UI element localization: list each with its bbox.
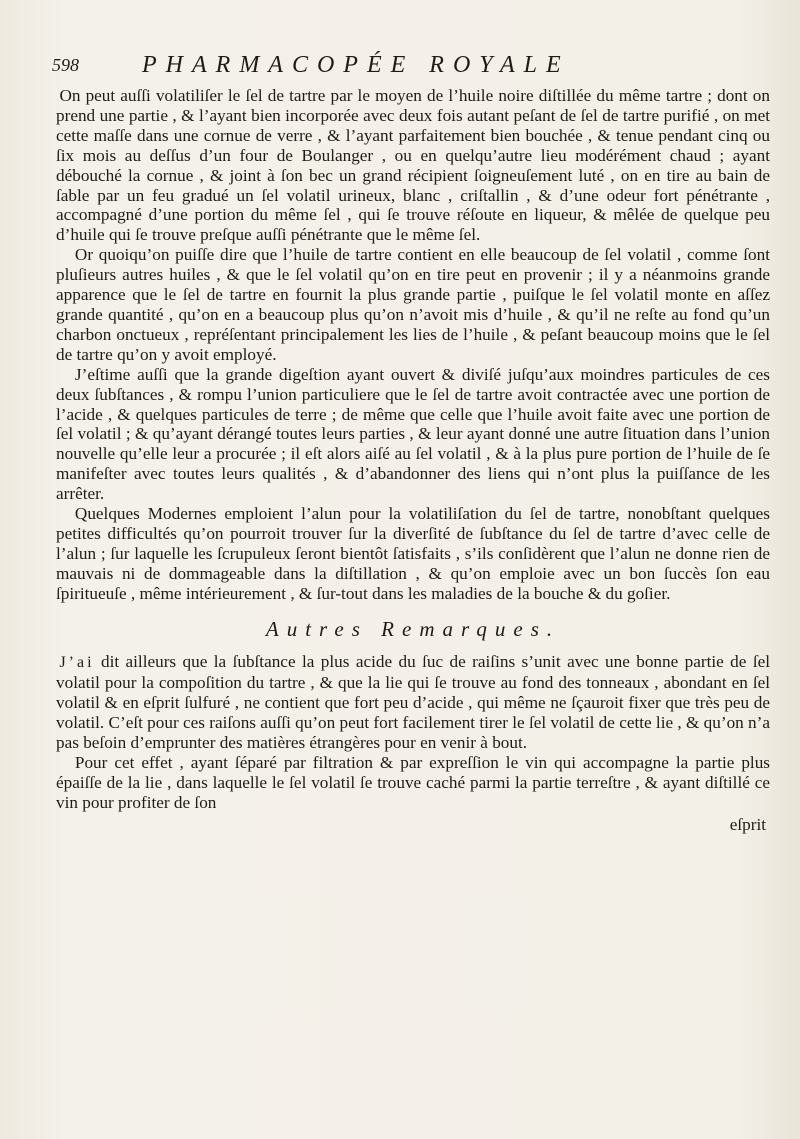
body-text [56,86,770,835]
page-number: 598 [52,55,79,75]
paragraph-2: Or quoiqu’on puiſſe dire que l’huile de tartre contient en elle beaucoup de ſel volatil , comme ſont pluſieurs autres huiles , & que le ſel volatil qu’on en tire peut en provenir ; il y a néanmoins grande apparence que le ſel de tartre en fournit la plus grande partie , puiſque le ſel volatil monte en aſſez grande quantité , qu’on en a beaucoup plus qu’on n’avoit mis d’huile , & qu’il ne reſte au fond qu’un charbon onctueux , repréſentant principalement les lies de l’huile , & peſant beaucoup moins que le ſel de tartre qu’on y avoit employé. [56,245,770,364]
paragraph-4: Quelques Modernes emploient l’alun pour la volatiliſation du ſel de tartre, nonobſtant quelques petites difficultés qu’on pourroit trouver ſur la diverſité de ſubſtance du ſel de tartre d’avec celle de l’alun ; ſur laquelle les ſcrupuleux ſeront bientôt ſatisfaits , s’ils conſidèrent que l’alun ne donne rien de mauvais ni de dommageable dans la diſtillation , & qu’on emploie avec un bon ſuccès ſon eau ſpiritueuſe , même intérieurement , & ſur-tout dans les maladies de la bouche & du goſier. [56,504,770,603]
section-paragraph-2: Pour cet effet , ayant ſéparé par filtration & par expreſſion le vin qui accompagne la partie plus épaiſſe de la lie , dans laquelle le ſel volatil ſe trouve caché parmi la partie terreſtre , & ayant diſtillé ce vin pour profiter de ſon [56,753,770,812]
section-heading: Autres Remarques. [265,616,561,641]
catchword: eſprit [729,814,766,834]
paragraph-1: On peut auſſi volatiliſer le ſel de tartre par le moyen de l’huile noire diſtillée du même tartre ; dont on prend une partie , & l’ayant bien incorporée avec deux fois autant peſant de ſel de tartre purifié , on met cette maſſe dans une cornue de verre , & l’ayant parfaitement bien bouchée , & tenue pendant cinq ou ſix mois au deſſus d’un four de Boulanger , ou en quelqu’autre lieu modérément chaud ; ayant débouché la cornue , & joint à ſon bec un grand récipient ſoigneuſement luté , on en tire au bain de ſable par un feu gradué un ſel volatil urineux, blanc , criſtallin , & d’une odeur fort pénétrante , accompagné d’une portion du même ſel , qui ſe trouve réſoute en liqueur, & mêlée de quelque peu d’huile qui ſe trouve preſque auſſi pénétrante que le même ſel. [56,86,770,245]
running-title: PHARMACOPÉE ROYALE [142,52,570,78]
paragraph-3: J’eſtime auſſi que la grande digeſtion ayant ouvert & diviſé juſqu’aux moindres particules de ces deux ſubſtances , & rompu l’union particuliere que le ſel de tartre avoit contractée avec une portion de l’acide , & quelques particules de terre ; de même que celle que l’huile avoit faite avec une portion de ſel volatil ; & qu’ayant dérangé toutes leurs parties , & leur ayant donné une autre ſituation dans l’union nouvelle qu’elle leur a procurée ; il eſt alors aiſé au ſel volatil , & à la plus pure portion de l’huile de ſe manifeſter avec toutes leurs qualités , & d’abandonner des liens qui n’ont plus la puiſſance de les arrêter. [56,364,770,504]
page-header [52,52,772,82]
section-paragraph-1-text: dit ailleurs que la ſubſtance la plus acide du ſuc de raiſins s’unit avec une bonne partie de ſel volatil pour la compoſition du tartre , & que la lie qui ſe trouve au fond des tonneaux , abondant en ſel volatil & en eſprit ſulfuré , ne contient que fort peu d’acide , qui même ne ſçauroit fixer que très peu de volatil. C’eſt pour ces raiſons auſſi qu’on peut fort facilement tirer le ſel volatil de cette lie , & qu’on n’a pas beſoin d’emprunter des matières étrangères pour en venir à bout. [56,652,771,753]
section-paragraph-1 [56,652,770,753]
section-lead-word: J’ai [59,654,95,672]
